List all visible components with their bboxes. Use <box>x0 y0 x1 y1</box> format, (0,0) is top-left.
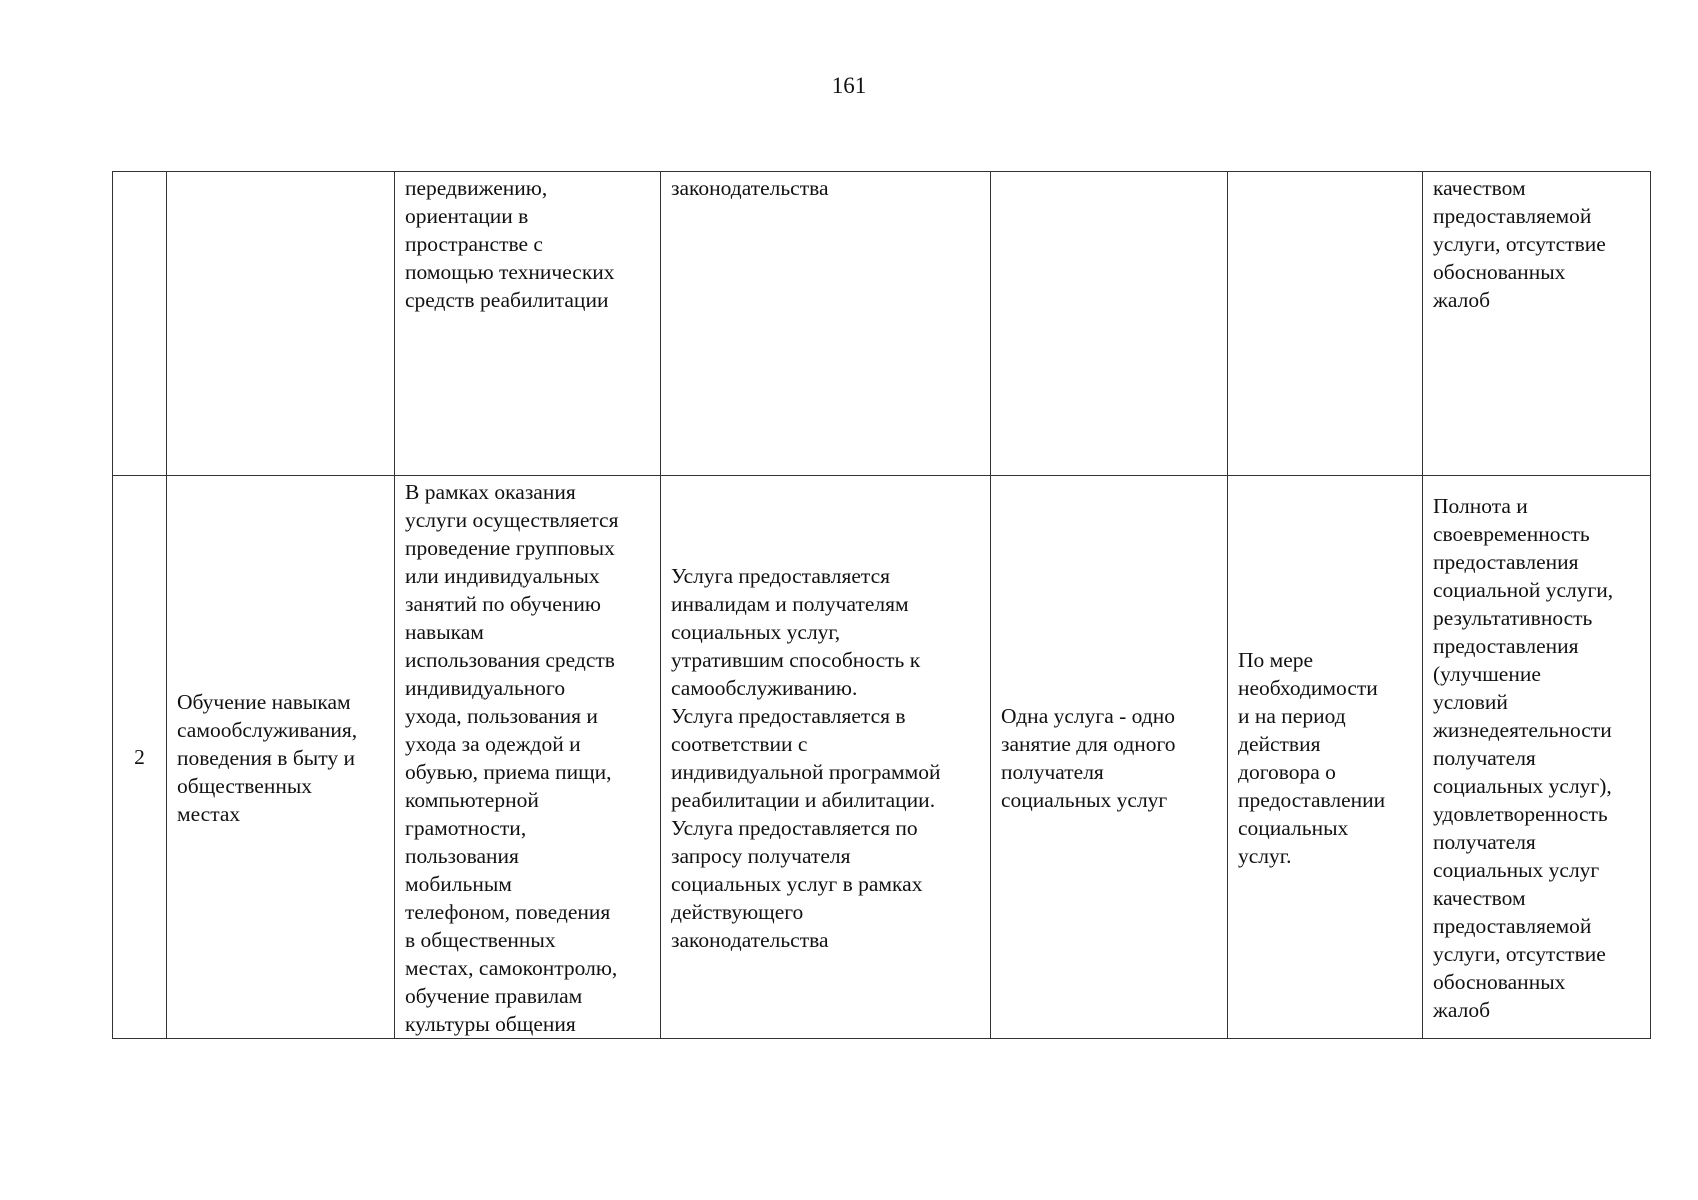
cell-service-name <box>167 172 395 476</box>
cell-term: По мере необходимости и на период действия договора о предоставлении социальных услуг. <box>1228 476 1423 1039</box>
cell-conditions: Услуга предоставляется инвалидам и получателям социальных услуг, утратившим способность к самообслуживанию. Услуга предоставляется в соответствии с индивидуальной программой реабилитации и абилитации. Услуга предоставляется по запросу получателя социальных услуг в рамках действующего законодательства <box>661 476 991 1039</box>
cell-service-name: Обучение навыкам самообслуживания, поведения в быту и общественных местах <box>167 476 395 1039</box>
cell-description: передвижению, ориентации в пространстве с помощью технических средств реабилитации <box>395 172 661 476</box>
cell-number: 2 <box>113 476 167 1039</box>
cell-unit: Одна услуга - одно занятие для одного получателя социальных услуг <box>991 476 1228 1039</box>
services-table <box>112 171 1651 1039</box>
cell-conditions: законодательства <box>661 172 991 476</box>
page-number: 161 <box>831 73 867 98</box>
cell-number <box>113 172 167 476</box>
table-row <box>113 172 1651 476</box>
cell-description: В рамках оказания услуги осуществляется проведение групповых или индивидуальных занятий по обучению навыкам использования средств индивидуального ухода, пользования и ухода за одеждой и обувью, приема пищи, компьютерной грамотности, пользования мобильным телефоном, поведения в общественных местах, самоконтролю, обучение правилам культуры общения <box>395 476 661 1039</box>
cell-criteria: Полнота и своевременность предоставления социальной услуги, результативность предоставления (улучшение условий жизнедеятельности получателя социальных услуг), удовлетворенность получателя социальных услуг качеством предоставляемой услуги, отсутствие обоснованных жалоб <box>1423 476 1651 1039</box>
cell-criteria: качеством предоставляемой услуги, отсутствие обоснованных жалоб <box>1423 172 1651 476</box>
table-row <box>113 476 1651 1039</box>
cell-term <box>1228 172 1423 476</box>
cell-unit <box>991 172 1228 476</box>
